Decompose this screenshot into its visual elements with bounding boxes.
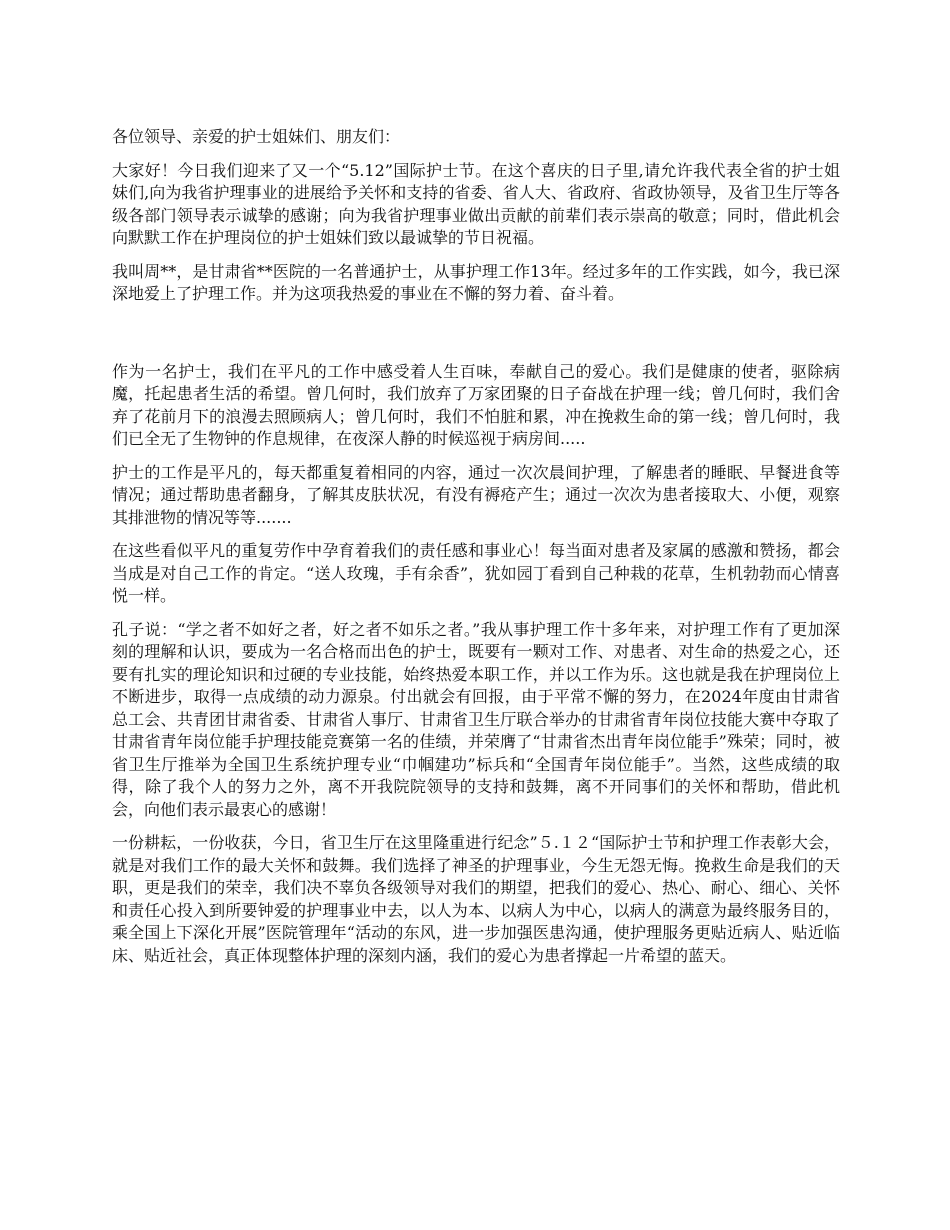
document-body: [112, 126, 840, 978]
paragraph-achievements: 孔子说：“学之者不如好之者，好之者不如乐之者。”我从事护理工作十多年来，对护理工作有了更加深刻的理解和认识，要成为一名合格而出色的护士，既要有一颗对工作、对患者、对生命的热爱之心，还要有扎实的理论知识和过硬的专业技能，始终热爱本职工作，并以工作为乐。这也就是我在护理岗位上不断进步，取得一点成绩的动力源泉。付出就会有回报，由于平常不懈的努力，在2024年度由甘肃省总工会、共青团甘肃省委、甘肃省人事厅、甘肃省卫生厅联合举办的甘肃省青年岗位技能大赛中夺取了甘肃省青年岗位能手护理技能竞赛第一名的佳绩，并荣膺了“甘肃省杰出青年岗位能手”殊荣；同时，被省卫生厅推举为全国卫生系统护理专业“巾帼建功”标兵和“全国青年岗位能手”。当然，这些成绩的取得，除了我个人的努力之外，离不开我院院领导的支持和鼓舞，离不开同事们的关怀和帮助，借此机会，向他们表示最衷心的感谢！: [112, 619, 840, 819]
paragraph-greeting: 大家好！今日我们迎来了又一个“5.12”国际护士节。在这个喜庆的日子里,请允许我代表全省的护士姐妹们,向为我省护理事业的进展给予关怀和支持的省委、省人大、省政府、省政协领导，及省卫生厅等各级各部门领导表示诚挚的感谢；向为我省护理事业做出贡献的前辈们表示崇高的敬意；同时，借此机会向默默工作在护理岗位的护士姐妹们致以最诚挚的节日祝福。: [112, 160, 840, 247]
paragraph-daily-work: 护士的工作是平凡的，每天都重复着相同的内容，通过一次次晨间护理，了解患者的睡眠、早餐进食等情况；通过帮助患者翻身，了解其皮肤状况，有没有褥疮产生；通过一次次为患者接取大、小便，观察其排泄物的情况等等.......: [112, 462, 840, 527]
paragraph-closing: 一份耕耘，一份收获，今日，省卫生厅在这里隆重进行纪念”５.１２“国际护士节和护理工作表彰大会，就是对我们工作的最大关怀和鼓舞。我们选择了神圣的护理事业，今生无怨无悔。挽救生命是我们的天职，更是我们的荣幸，我们决不辜负各级领导对我们的期望，把我们的爱心、热心、耐心、细心、关怀和责任心投入到所要钟爱的护理事业中去，以人为本、以病人为中心，以病人的满意为最终服务目的，乘全国上下深化开展”医院管理年“活动的东风，进一步加强医患沟通，使护理服务更贴近病人、贴近临床、贴近社会，真正体现整体护理的深刻内涵，我们的爱心为患者撑起一片希望的蓝天。: [112, 833, 840, 965]
salutation: 各位领导、亲爱的护士姐妹们、朋友们：: [112, 127, 401, 146]
blank-space: [112, 317, 840, 361]
paragraph-responsibility: 在这些看似平凡的重复劳作中孕育着我们的责任感和事业心！每当面对患者及家属的感激和赞扬，都会当成是对自己工作的肯定。“送人玫瑰，手有余香”，犹如园丁看到自己种栽的花草，生机勃勃而心情喜悦一样。: [112, 541, 840, 605]
paragraph-self-introduction: 我叫周**，是甘肃省**医院的一名普通护士，从事护理工作13年。经过多年的工作实践，如今，我已深深地爱上了护理工作。并为这项我热爱的事业在不懈的努力着、奋斗着。: [112, 261, 840, 303]
paragraph-nurse-role: 作为一名护士，我们在平凡的工作中感受着人生百味，奉献自己的爱心。我们是健康的使者，驱除病魔，托起患者生活的希望。曾几何时，我们放弃了万家团聚的日子奋战在护理一线；曾几何时，我们舍弃了花前月下的浪漫去照顾病人；曾几何时，我们不怕脏和累，冲在挽救生命的第一线；曾几何时，我们已全无了生物钟的作息规律，在夜深人静的时候巡视于病房间.....: [112, 361, 840, 448]
